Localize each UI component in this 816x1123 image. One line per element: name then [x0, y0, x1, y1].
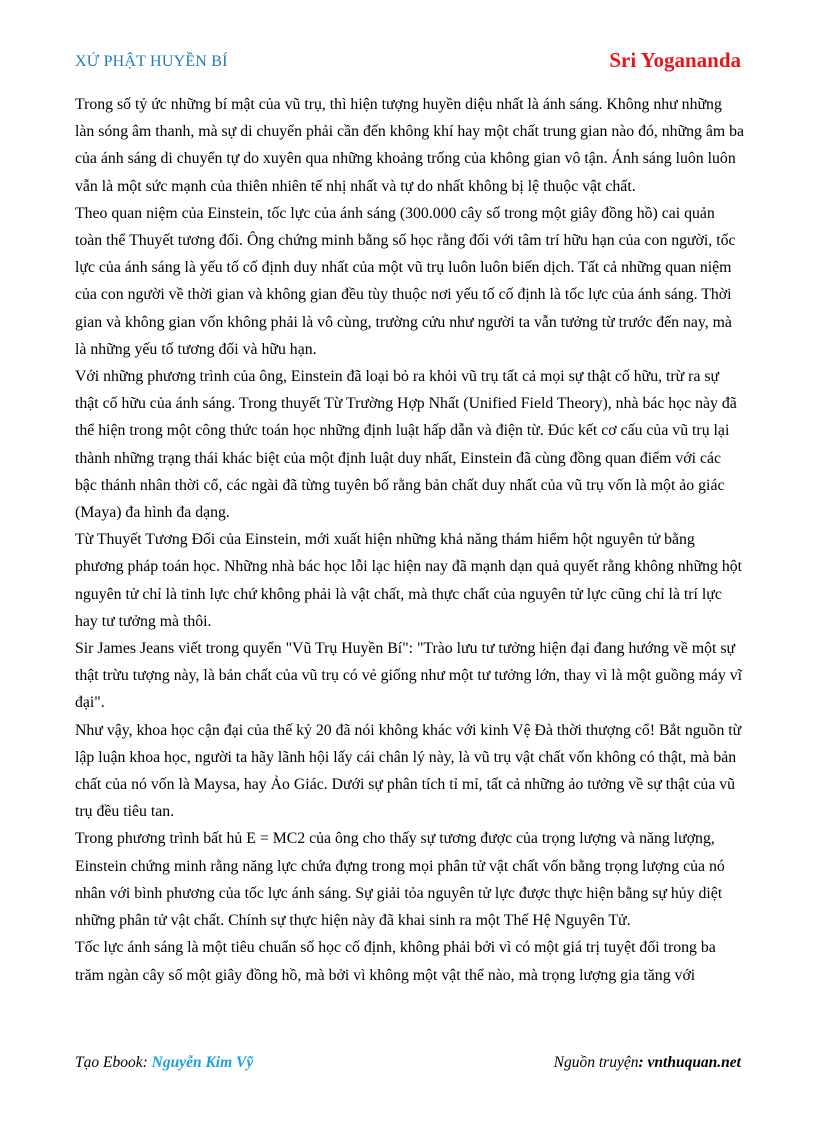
paragraph: Từ Thuyết Tương Đối của Einstein, mới xuất hiện những khả năng thám hiểm hột nguyên tử bằng phương pháp toán học. Những nhà bác học lỗi lạc hiện nay đã mạnh dạn quả quyết rằng không những hột nguyên tử chỉ là tinh lực chứ không phải là vật chất, mà thực chất của nguyên tử lực cũng chỉ là trí lực hay tư tưởng mà thôi. — [75, 531, 743, 630]
paragraph: Sir James Jeans viết trong quyển "Vũ Trụ Huyền Bí": "Trào lưu tư tưởng hiện đại đang hướng về một sự thật trừu tượng này, là bản chất của vũ trụ có vẻ giống như một tư tưởng lớn, thay vì là một guồng máy vĩ đại". — [75, 640, 743, 712]
paragraph: Với những phương trình của ông, Einstein đã loại bỏ ra khỏi vũ trụ tất cả mọi sự thật cố hữu, trừ ra sự thật cố hữu của ánh sáng. Trong thuyết Từ Trường Hợp Nhất (Unified Field Theory), nhà bác học này đã thể hiện trong một công thức toán học những định luật hấp dẫn và điện từ. Đúc kết cơ cấu của vũ trụ lại thành những trạng thái khác biệt của một định luật duy nhất, Einstein đã cùng đồng quan điểm với các bậc thánh nhân thời cổ, các ngài đã từng tuyên bố rằng bản chất duy nhất của vũ trụ vốn là một ảo giác (Maya) đa hình đa dạng. — [75, 368, 737, 522]
paragraph: Trong số tỷ ức những bí mật của vũ trụ, thì hiện tượng huyền diệu nhất là ánh sáng. Không như những làn sóng âm thanh, mà sự di chuyển phải cần đến không khí hay một chất trung gian nào đó, những âm ba của ánh sáng di chuyển tự do xuyên qua những khoảng trống của không gian vô tận. Ánh sáng luôn luôn vẫn là một sức mạnh của thiên nhiên tế nhị nhất và tự do nhất không bị lệ thuộc vật chất. — [75, 96, 745, 195]
author-name: Sri Yogananda — [609, 48, 741, 72]
page-header — [75, 48, 741, 76]
body-text — [75, 91, 745, 989]
paragraph: Tốc lực ánh sáng là một tiêu chuẩn số học cố định, không phải bởi vì có một giá trị tuyệt đối trong ba trăm ngàn cây số một giây đồng hồ, mà bởi vì không một vật thể nào, mà trọng lượng gia tăng với — [75, 939, 716, 984]
ebook-author-link[interactable]: Nguyễn Kim Vỹ — [151, 1054, 254, 1071]
source-credit: Nguồn truyện: vnthuquan.net — [553, 1054, 741, 1071]
book-title: XỨ PHẬT HUYỀN BÍ — [75, 53, 228, 70]
source-label: Nguồn truyện — [553, 1054, 639, 1071]
source-site-link[interactable]: vnthuquan.net — [647, 1054, 741, 1071]
paragraph: Như vậy, khoa học cận đại của thế kỷ 20 đã nói không khác với kinh Vệ Đà thời thượng cổ! Bắt nguồn từ lập luận khoa học, người ta hãy lãnh hội lấy cái chân lý này, là vũ trụ vật chất vốn không có thật, mà bản chất của nó vốn là Maysa, hay Ảo Giác. Dưới sự phân tích tỉ mỉ, tất cả những ảo tưởng về sự thật của vũ trụ đều tiêu tan. — [75, 721, 742, 821]
paragraph: Theo quan niệm của Einstein, tốc lực của ánh sáng (300.000 cây số trong một giây đồng hồ) cai quản toàn thể Thuyết tương đối. Ông chứng minh bằng số học rằng đối với tâm trí hữu hạn của con người, tốc lực của ánh sáng là yếu tố cố định duy nhất của một vũ trụ luôn luôn biến dịch. Tất cả những quan niệm của con người về thời gian và không gian đều tùy thuộc nơi yếu tố cố định là tốc lực của ánh sáng. Thời gian và không gian vốn không phải là vô cùng, trường cửu như người ta vẫn tưởng từ trước đến nay, mà là những yếu tố tương đối và hữu hạn. — [75, 204, 736, 358]
page-footer — [75, 1054, 741, 1078]
ebook-credit: Tạo Ebook: Nguyễn Kim Vỹ — [75, 1054, 254, 1071]
paragraph: Trong phương trình bất hủ E = MC2 của ông cho thấy sự tương được của trọng lượng và năng lượng, Einstein chứng minh rằng năng lực chứa đựng trong mọi phân tử vật chất vốn bằng trọng lượng của nó nhân với bình phương của tốc lực ánh sáng. Sự giải tỏa nguyên tử lực được thực hiện bằng sự hủy diệt những phân tử vật chất. Chính sự thực hiện này đã khai sinh ra một Thế Hệ Nguyên Tử. — [75, 830, 725, 930]
ebook-label: Tạo Ebook — [75, 1054, 143, 1071]
